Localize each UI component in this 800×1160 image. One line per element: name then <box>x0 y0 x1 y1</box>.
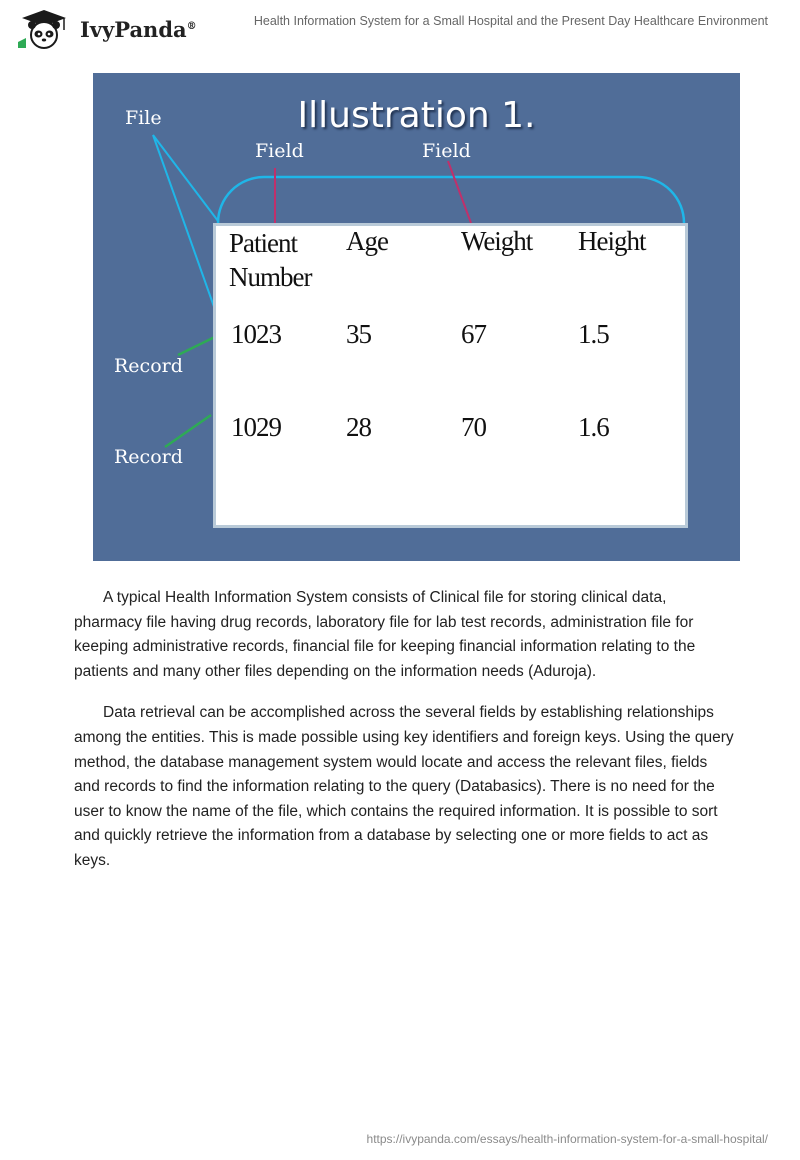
table-header: Patient Number <box>229 228 312 292</box>
illustration-slide <box>93 73 740 561</box>
table-cell: 35 <box>346 319 371 349</box>
record-callout-label: Record <box>114 446 183 468</box>
table-cell: 67 <box>461 319 486 349</box>
file-callout-label: File <box>125 107 162 129</box>
article-body <box>74 586 734 891</box>
source-url[interactable]: https://ivypanda.com/essays/health-information-system-for-a-small-hospital/ <box>366 1132 768 1146</box>
table-header: Age <box>346 226 388 256</box>
document-title: Health Information System for a Small Hospital and the Present Day Healthcare Environment <box>253 14 768 28</box>
panda-mascot-icon <box>14 8 74 50</box>
table-cell: 28 <box>346 412 371 442</box>
slide-title: Illustration 1. <box>297 95 536 136</box>
table-header: Weight <box>461 226 533 256</box>
brand-logo[interactable] <box>14 8 254 48</box>
table-cell: 70 <box>461 412 486 442</box>
field-callout-label: Field <box>255 140 304 162</box>
field-callout-label: Field <box>422 140 471 162</box>
table-cell: 1029 <box>231 412 281 442</box>
patient-records-table <box>213 223 688 528</box>
table-cell: 1.5 <box>578 319 609 349</box>
table-cell: 1.6 <box>578 412 609 442</box>
paragraph: A typical Health Information System consists of Clinical file for storing clinical data, pharmacy file having drug records, laboratory file for lab test records, administration file for keeping administrative records, financial file for keeping financial information relating to the patients and many other files depending on the information needs (Aduroja). <box>74 589 696 680</box>
brand-name: IvyPanda® <box>80 17 197 42</box>
table-cell: 1023 <box>231 319 281 349</box>
record-callout-label: Record <box>114 355 183 377</box>
page-header <box>0 0 800 56</box>
paragraph: Data retrieval can be accomplished across the several fields by establishing relationships among the entities. This is made possible using key identifiers and foreign keys. Using the query method, the database management system would locate and access the relevant files, fields and records to find the information relating to the query (Databasics). There is no need for the user to know the name of the file, which contains the required information. It is possible to sort and quickly retrieve the information from a database by selecting one or more fields to act as keys. <box>74 704 734 869</box>
table-header: Height <box>578 226 646 256</box>
